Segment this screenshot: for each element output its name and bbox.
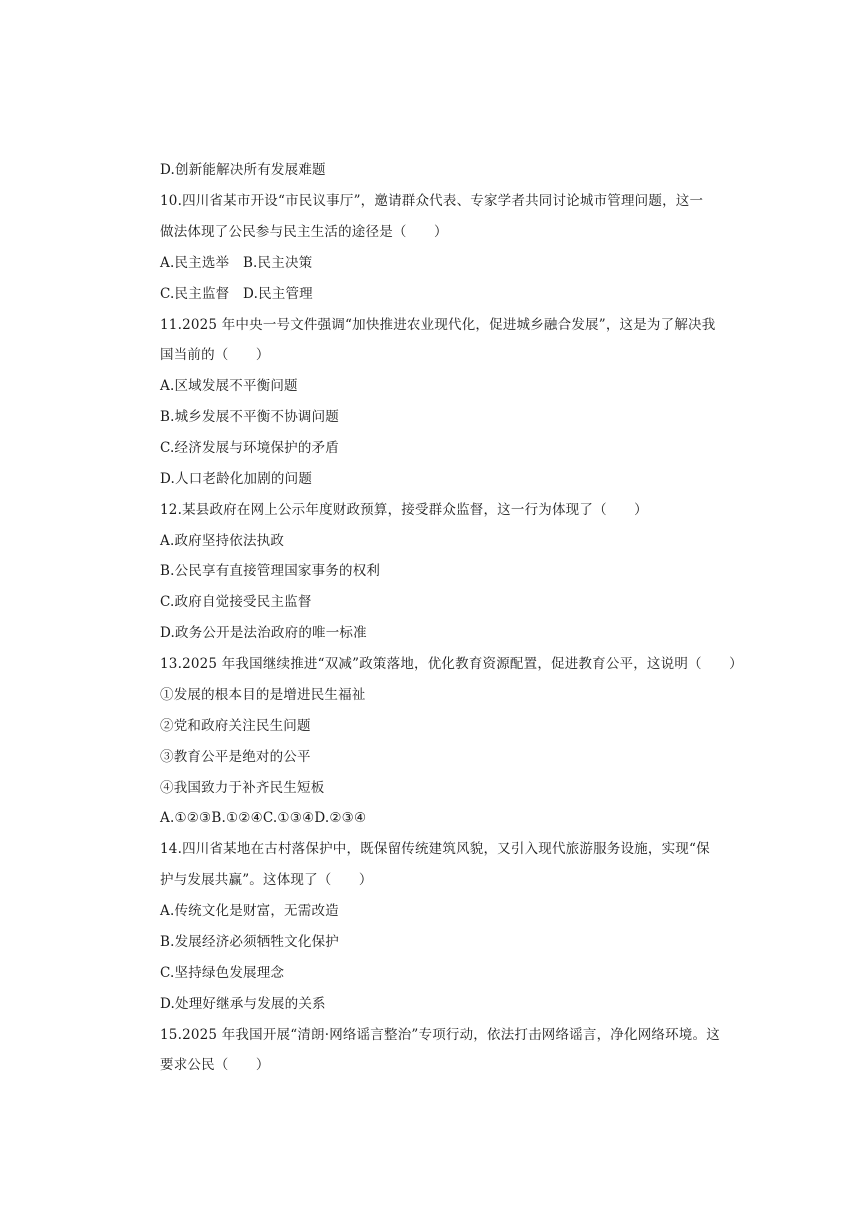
q13-statement-3: ③教育公平是绝对的公平 [160,749,311,765]
q12-option-b: B.公民享有直接管理国家事务的权利 [160,563,381,579]
q9-option-d: D.创新能解决所有发展难题 [160,162,326,178]
q13-options: A.①②③B.①②④C.①③④D.②③④ [160,810,367,826]
q10-stem-line-2: 做法体现了公民参与民主生活的途径是（ ） [160,224,448,240]
q10-options-cd: C.民主监督 D.民主管理 [160,286,313,302]
q14-option-c: C.坚持绿色发展理念 [160,965,285,981]
q13-statement-1: ①发展的根本目的是增进民生福祉 [160,687,366,703]
q11-option-d: D.人口老龄化加剧的问题 [160,471,313,487]
q12-option-d: D.政务公开是法治政府的唯一标准 [160,625,367,641]
q14-stem-line-2: 护与发展共赢”。这体现了（ ） [160,872,373,888]
q11-option-c: C.经济发展与环境保护的矛盾 [160,440,339,456]
q11-option-a: A.区域发展不平衡问题 [160,378,298,394]
q12-option-c: C.政府自觉接受民主监督 [160,594,312,610]
q11-stem-line-1: 11.2025 年中央一号文件强调“加快推进农业现代化，促进城乡融合发展”，这是为了解决我 [160,317,716,333]
q11-option-b: B.城乡发展不平衡不协调问题 [160,409,340,425]
q14-option-d: D.处理好继承与发展的关系 [160,996,326,1012]
q11-stem-line-2: 国当前的（ ） [160,347,270,363]
q14-option-a: A.传统文化是财富，无需改造 [160,903,339,919]
q14-option-b: B.发展经济必须牺牲文化保护 [160,934,340,950]
q10-stem-line-1: 10.四川省某市开设“市民议事厅”，邀请群众代表、专家学者共同讨论城市管理问题，这一 [160,193,704,209]
q12-stem: 12.某县政府在网上公示年度财政预算，接受群众监督，这一行为体现了（ ） [160,502,648,518]
q13-statement-4: ④我国致力于补齐民生短板 [160,780,325,796]
q12-option-a: A.政府坚持依法执政 [160,533,285,549]
q10-options-ab: A.民主选举 B.民主决策 [160,255,313,271]
q15-stem-line-1: 15.2025 年我国开展“清朗·网络谣言整治”专项行动，依法打击网络谣言，净化网络环境。这 [160,1027,720,1043]
q13-statement-2: ②党和政府关注民生问题 [160,718,311,734]
q14-stem-line-1: 14.四川省某地在古村落保护中，既保留传统建筑风貌，又引入现代旅游服务设施，实现“保 [160,841,710,857]
q13-stem: 13.2025 年我国继续推进“双减”政策落地，优化教育资源配置，促进教育公平，这说明（ ） [160,656,743,672]
q15-stem-line-2: 要求公民（ ） [160,1057,270,1073]
